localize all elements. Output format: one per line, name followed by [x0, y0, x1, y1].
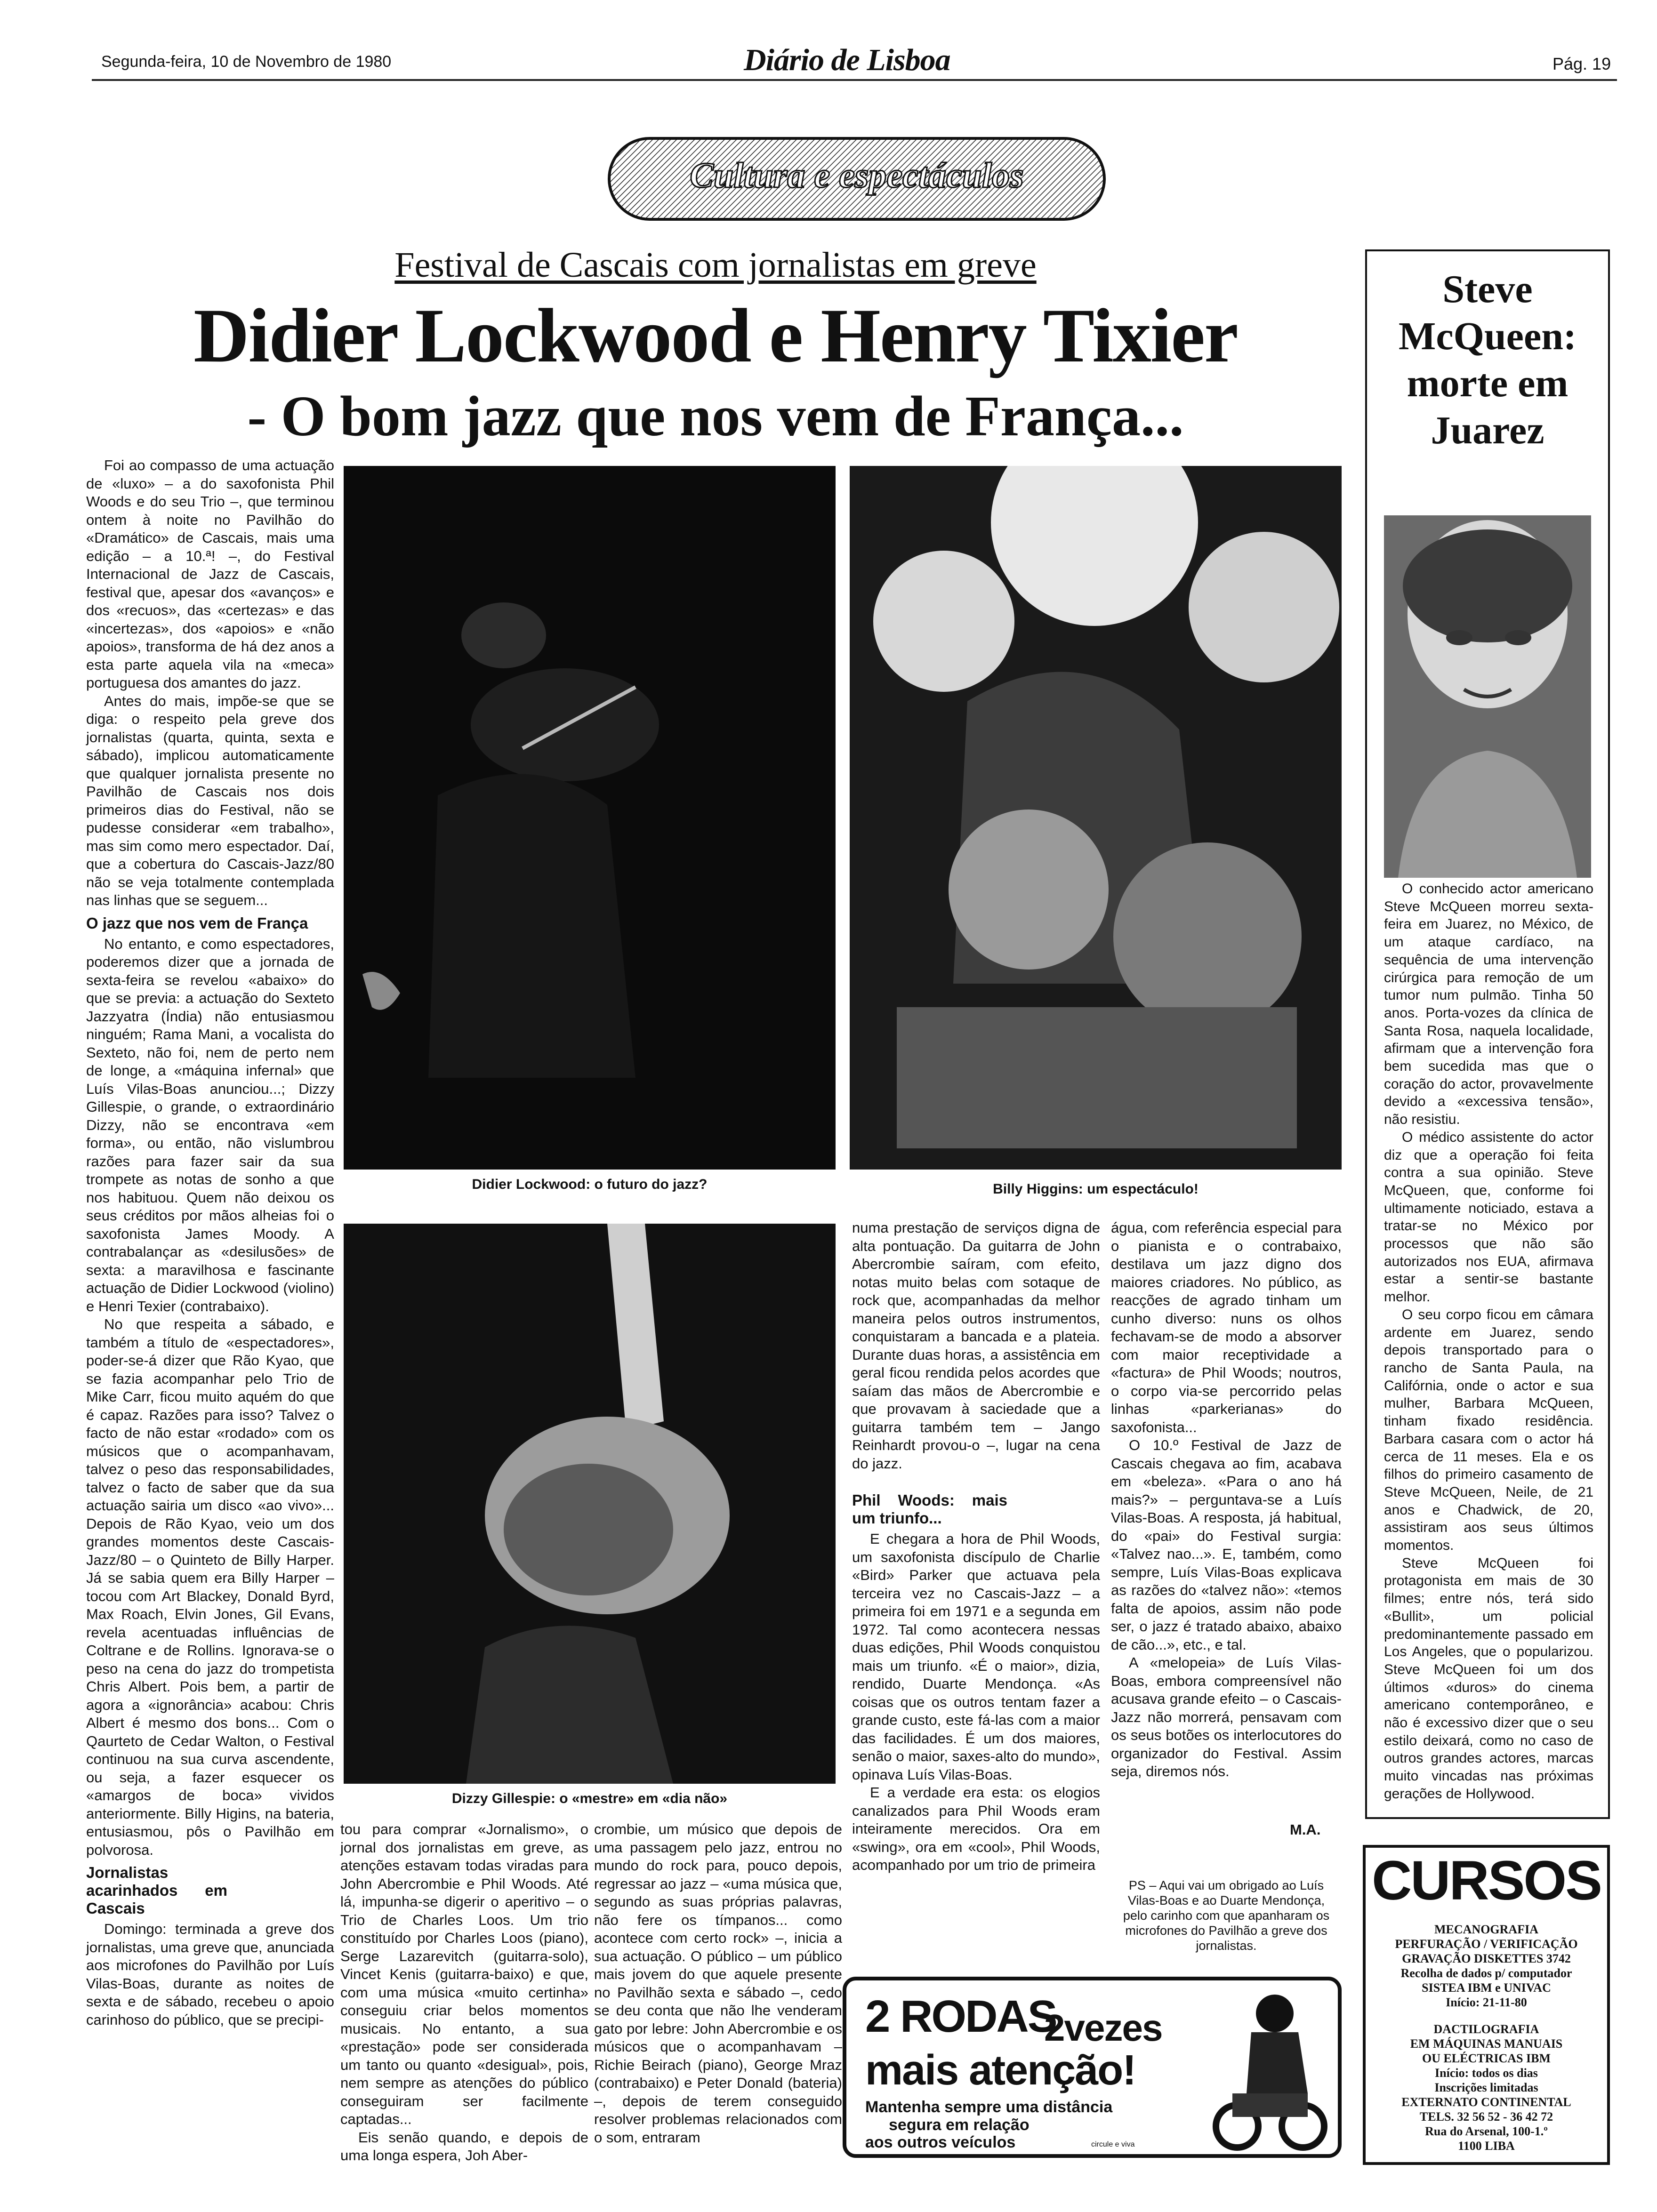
photo-steve-mcqueen [1384, 515, 1591, 878]
photo-dizzy-gillespie [344, 1224, 836, 1784]
ad-rodas-line3: mais atenção! [865, 2047, 1136, 2094]
article-subtitle: - O bom jazz que nos vem de França... [247, 385, 1184, 448]
header-rule [92, 79, 1617, 81]
ad-rodas-line5: segura em relação [889, 2116, 1030, 2134]
caption-higgins: Billy Higgins: um espectáculo! [993, 1181, 1199, 1197]
masthead: Diário de Lisboa [744, 43, 950, 77]
signature: M.A. [1290, 1821, 1321, 1838]
paragraph: Foi ao compasso de uma actuação de «luxo» – a do saxofonista Phil Woods e do seu Trio –, que terminou ontem à noite no Pavilhão do «Dramático» de Cascais, mais uma edição – a 10.ª! –, do Festival Internacional de Jazz de Cascais, festival que, apesar dos «avanços» e dos «recuos», das «certezas» e das «incertezas», dos «apoios» e «não apoios», transforma de há dez anos a esta parte aquela vila na «meca» portuguesa dos amantes do jazz. [86, 457, 334, 691]
caption-gillespie: Dizzy Gillespie: o «mestre» em «dia não» [451, 1791, 728, 1806]
paragraph: Eis senão quando, e depois de uma longa espera, Joh Aber- [340, 2129, 588, 2164]
ad-line: EXTERNATO CONTINENTAL [1401, 2095, 1571, 2109]
sidebar-text [1384, 880, 1593, 1803]
ad-line: EM MÁQUINAS MANUAIS [1410, 2037, 1563, 2051]
column-2 [340, 1820, 588, 2165]
section-title: Cultura e espectáculos [690, 156, 1024, 195]
trumpeter-image [344, 1224, 836, 1784]
ad-line: Recolha de dados p/ computador [1400, 1966, 1572, 1980]
section-banner [607, 136, 1106, 221]
ad-rodas-logo: circule e viva [1091, 2140, 1135, 2148]
column-1 [86, 457, 334, 2029]
paragraph: No entanto, e como espectadores, poderemos dizer que a jornada de sexta-feira se revelou «abaixo» do que se previa: a actuação do Sexteto Jazzyatra (Índia) não entusiasmou ninguém; Rama Mani, a vocalista do Sexteto, não foi, nem de perto nem de longe, a «máquina infernal» que Luís Vilas-Boas anunciou...; Dizzy Gillespie, o grande, o extraordinário Dizzy, não se encontrava «em forma», ou então, não vislumbrou razões para fazer sair da sua trompete as notas de sonho a que nos habituou. Quem não deixou os seus créditos por mãos alheias foi o saxofonista James Moody. A contrabalançar as «desilusões» de sexta: a maravilhosa e fascinante actuação de Didier Lockwood (violino) e Henri Texier (contrabaixo). [86, 935, 334, 1314]
ad-line: SISTEA IBM e UNIVAC [1422, 1981, 1551, 1995]
portrait-image [1384, 515, 1591, 878]
paragraph: Antes do mais, impõe-se que se diga: o respeito pela greve dos jornalistas (quarta, quinta, sexta e sábado), implicou automaticamente que qualquer jornalista presente no Pavilhão de Cascais nos dois primeiros dias do Festival, não se pudesse considerar «em trabalho», mas sim como mero espectador. Daí, que a cobertura do Cascais-Jazz/80 não se veja totalmente contemplada nas linhas que se seguem... [86, 692, 334, 908]
ad-cursos [1363, 1845, 1610, 2165]
page-number: Pág. 19 [1552, 54, 1611, 73]
ad-line: OU ELÉCTRICAS IBM [1422, 2052, 1551, 2065]
ad-line: 1100 LIBA [1458, 2139, 1515, 2153]
paragraph: E chegara a hora de Phil Woods, um saxofonista discípulo de Charlie «Bird» Parker que actuava pela terceira vez no Cascais-Jazz – a primeira foi em 1971 e a segunda em 1972. Tal como acontecera nessas duas edições, Phil Woods conquistou mais um triunfo. «É o maior», dizia, rendido, Duarte Mendonça. «As coisas que os outros tentam fazer a grande custo, este fá-las com a maior das facilidades. É um dos maiores, senão o maior, saxes-alto do mundo», opinava Luís Vilas-Boas. [852, 1531, 1100, 1783]
drummer-image [850, 466, 1342, 1170]
paragraph: numa prestação de serviços digna de alta pontuação. Da guitarra de John Abercrombie saíram, com efeito, notas muito belas com sotaque de rock que, acompanhadas da melhor maneira pelos outros instrumentos, conquistaram a bancada e a plateia. Durante duas horas, a assistência em geral ficou rendida pelos acordes que saíam das mãos de Abercrombie e que provavam à saciedade que a guitarra também tem – Jango Reinhardt provou-o –, lugar na cena do jazz. [852, 1219, 1100, 1472]
ad-line: Inscrições limitadas [1434, 2081, 1538, 2094]
ad-line: Início: 21-11-80 [1446, 1996, 1527, 2009]
ad-line: TELS. 32 56 52 - 36 42 72 [1419, 2110, 1553, 2124]
motorcyclist-icon [1204, 1990, 1331, 2152]
column-3b [852, 1219, 1100, 1875]
article-title: Didier Lockwood e Henry Tixier [193, 293, 1238, 378]
paragraph: No que respeita a sábado, e também a título de «espectadores», poder-se-á dizer que Rão Kyao, que se fazia acompanhar pelo Trio de Mike Carr, ficou muito aquém do que é capaz. Razões para isso? Talvez o facto de não estar «rodado» com os músicos que o acompanhavam, talvez o peso das responsabilidades, talvez o facto de saber que da sua actuação sairia um disco «ao vivo»... Depois de Rão Kyao, veio um dos grandes momentos deste Cascais-Jazz/80 – o Quinteto de Billy Harper. Já se sabia quem era Billy Harper – tocou com Art Blackey, Donald Byrd, Max Roach, Elvin Jones, Gil Evans, revela acentuadas influências de Coltrane e de Rollins. Ignorava-se o peso na cena do jazz do trompetista Chris Albert. Pois bem, a partir de agora a «ignorância» acabou: Chris Albert é mesmo dos bons... Com o Qaurteto de Cedar Walton, o Festival continuou na sua curva ascendente, ou seja, a fazer esquecer os «amargos de boca» vividos anteriormente. Billy Higins, na bateria, entusiasmou, pôs o Pavilhão em polvorosa. [86, 1316, 334, 1858]
ad-cursos-block-2 [1366, 2022, 1607, 2153]
article-kicker: Festival de Cascais com jornalistas em greve [394, 245, 1037, 285]
ad-rodas-line6: aos outros veículos [865, 2133, 1016, 2151]
ad-cursos-title: CURSOS [1372, 1850, 1601, 1912]
ad-line: DACTILOGRAFIA [1433, 2022, 1539, 2036]
paragraph: Steve McQueen foi protagonista em mais de 30 filmes; entre nós, terá sido «Bullit», um policial predominantemente passado em Los Angeles, que o popularizou. Steve McQueen foi um dos últimos «duros» do cinema americano contemporâneo, e não é excessivo dizer que o seu estilo deixará, como no caso de outros grandes actores, marcas muito vincadas nas próximas gerações de Hollywood. [1384, 1555, 1593, 1802]
violinist-image [344, 466, 836, 1170]
paragraph: E a verdade era esta: os elogios canalizados para Phil Woods eram inteiramente merecidos. Ora em «swing», ora em «cool», Phil Woods, acompanhado por um trio de primeira [852, 1784, 1100, 1873]
paragraph: crombie, um músico que depois de uma passagem pelo jazz, entrou no mundo do rock para, pouco depois, regressar ao jazz – «uma música que, segundo as suas próprias palavras, não fere os tímpanos... como acontece com certo rock» –, inicia a sua actuação. O público – um público mais jovem do que aquele presente no Pavilhão sexta e sábado –, cedo se deu conta que não lhe venderam gato por lebre: John Abercrombie e os músicos que o acompanhavam – Richie Beirach (piano), George Mraz (contrabaixo) e Peter Donald (bateria) –, depois de terem conseguido resolver problemas relacionados com o som, entraram [594, 1821, 842, 2146]
subheading: Jornalistas acarinhados em Cascais [86, 1864, 227, 1917]
paragraph: O 10.º Festival de Jazz de Cascais chegava ao fim, acabava em «beleza». «Para o ano há mais?» – perguntava-se a Luís Vilas-Boas. A resposta, já habitual, do «pai» do Festival surgia: «Talvez nao...». E, também, como sempre, Luís Vilas-Boas explicava as razões do «talvez não»: «temos falta de apoios, assim não pode ser, o jazz é tratado abaixo, abaixo de cão...», etc., e tal. [1111, 1437, 1342, 1653]
ad-2-rodas [843, 1977, 1342, 2158]
ad-line: Rua do Arsenal, 100-1.º [1425, 2124, 1548, 2138]
ad-rodas-line4: Mantenha sempre uma distância [865, 2098, 1113, 2116]
photo-didier-lockwood [344, 466, 836, 1170]
page-date: Segunda-feira, 10 de Novembro de 1980 [101, 53, 392, 71]
postscript: PS – Aqui vai um obrigado ao Luís Vilas-Boas e ao Duarte Mendonça, pelo carinho com que apanharam os microfones do Pavilhão a greve dos jornalistas. [1123, 1878, 1330, 1953]
ad-cursos-block-1 [1366, 1922, 1607, 2010]
paragraph: O conhecido actor americano Steve McQueen morreu sexta-feira em Juarez, no México, de um ataque cardíaco, na sequência de uma intervenção cirúrgica para remoção de um tumor num pulmão. Tinha 50 anos. Porta-vozes da clínica de Santa Rosa, naquela localidade, afirmam que a intervenção fora bem sucedida mas que o coração do actor, provavelmente devido a «excessiva tensão», não resistiu. [1384, 881, 1593, 1128]
paragraph: O médico assistente do actor diz que a operação foi feita contra a sua opinião. Steve McQueen, que, conforme foi ultimamente noticiado, estava a tratar-se no México por processos que não são autorizados nos EUA, afirmava estar a sentir-se bastante melhor. [1384, 1129, 1593, 1305]
ad-line: Início: todos os dias [1435, 2066, 1538, 2080]
ad-line: PERFURAÇÃO / VERIFICAÇÃO [1395, 1937, 1578, 1951]
ad-line: GRAVAÇÃO DISKETTES 3742 [1402, 1952, 1571, 1965]
ad-rodas-line1: 2 RODAS [865, 1991, 1056, 2042]
subheading: Phil Woods: mais um triunfo... [852, 1491, 1007, 1527]
ad-rodas-line2: 2vezes [1044, 2007, 1162, 2049]
ad-line: MECANOGRAFIA [1434, 1923, 1538, 1936]
column-4 [1111, 1219, 1342, 1781]
paragraph: A «melopeia» de Luís Vilas-Boas, embora compreensível não acusava grande efeito – o Cascais-Jazz não morrerá, pensavam com os seus botões os interlocutores do organizador do Festival. Assim seja, diremos nós. [1111, 1654, 1342, 1779]
paragraph: tou para comprar «Jornalismo», o jornal dos jornalistas em greve, as atenções estavam todas viradas para John Abercrombie e Phil Woods. Até lá, impunha-se digerir o aperitivo – o Trio de Charles Loos. Um trio constituído por Charles Loos (piano), Serge Lazarevitch (guitarra-solo), Vincet Kenis (guitarra-baixo) e que, com uma música «muito certinha» conseguiu criar belos momentos musicais. No entanto, a sua «prestação» pode ser considerada um tanto ou quanto «desigual», pois, nem sempre as atenções do público conseguiram ser facilmente captadas... [340, 1821, 588, 2127]
caption-lockwood: Didier Lockwood: o futuro do jazz? [472, 1177, 708, 1192]
paragraph: água, com referência especial para o pianista e o contrabaixo, destilava um jazz digno dos maiores criadores. No público, as reacções de agrado tinham um cunho diverso: nuns os olhos fechavam-se de modo a absorver com maior receptividade a «factura» de Phil Woods; noutros, o corpo via-se percorrido pelas linhas «parkerianas» do saxofonista... [1111, 1219, 1342, 1435]
subheading: O jazz que nos vem de França [86, 914, 308, 932]
photo-billy-higgins [850, 466, 1342, 1170]
sidebar-title: Steve McQueen: morte em Juarez [1399, 267, 1577, 452]
column-3a [594, 1820, 842, 2147]
paragraph: Domingo: terminada a greve dos jornalistas, uma greve que, anunciada aos microfones do Pavilhão por Luís Vilas-Boas, durante as noites de sexta e de sábado, recebeu o apoio carinhoso do público, que se precipi- [86, 1921, 334, 2028]
paragraph: O seu corpo ficou em câmara ardente em Juarez, sendo depois transportado para o rancho de Santa Paula, na Califórnia, onde o actor e sua mulher, Barbara McQueen, tinham fixado residência. Barbara casara com o actor há cerca de 11 meses. Ela e os filhos do primeiro casamento de Steve McQueen, Neile, de 21 anos e Chadwick, de 20, assistiram aos seus últimos momentos. [1384, 1306, 1593, 1554]
